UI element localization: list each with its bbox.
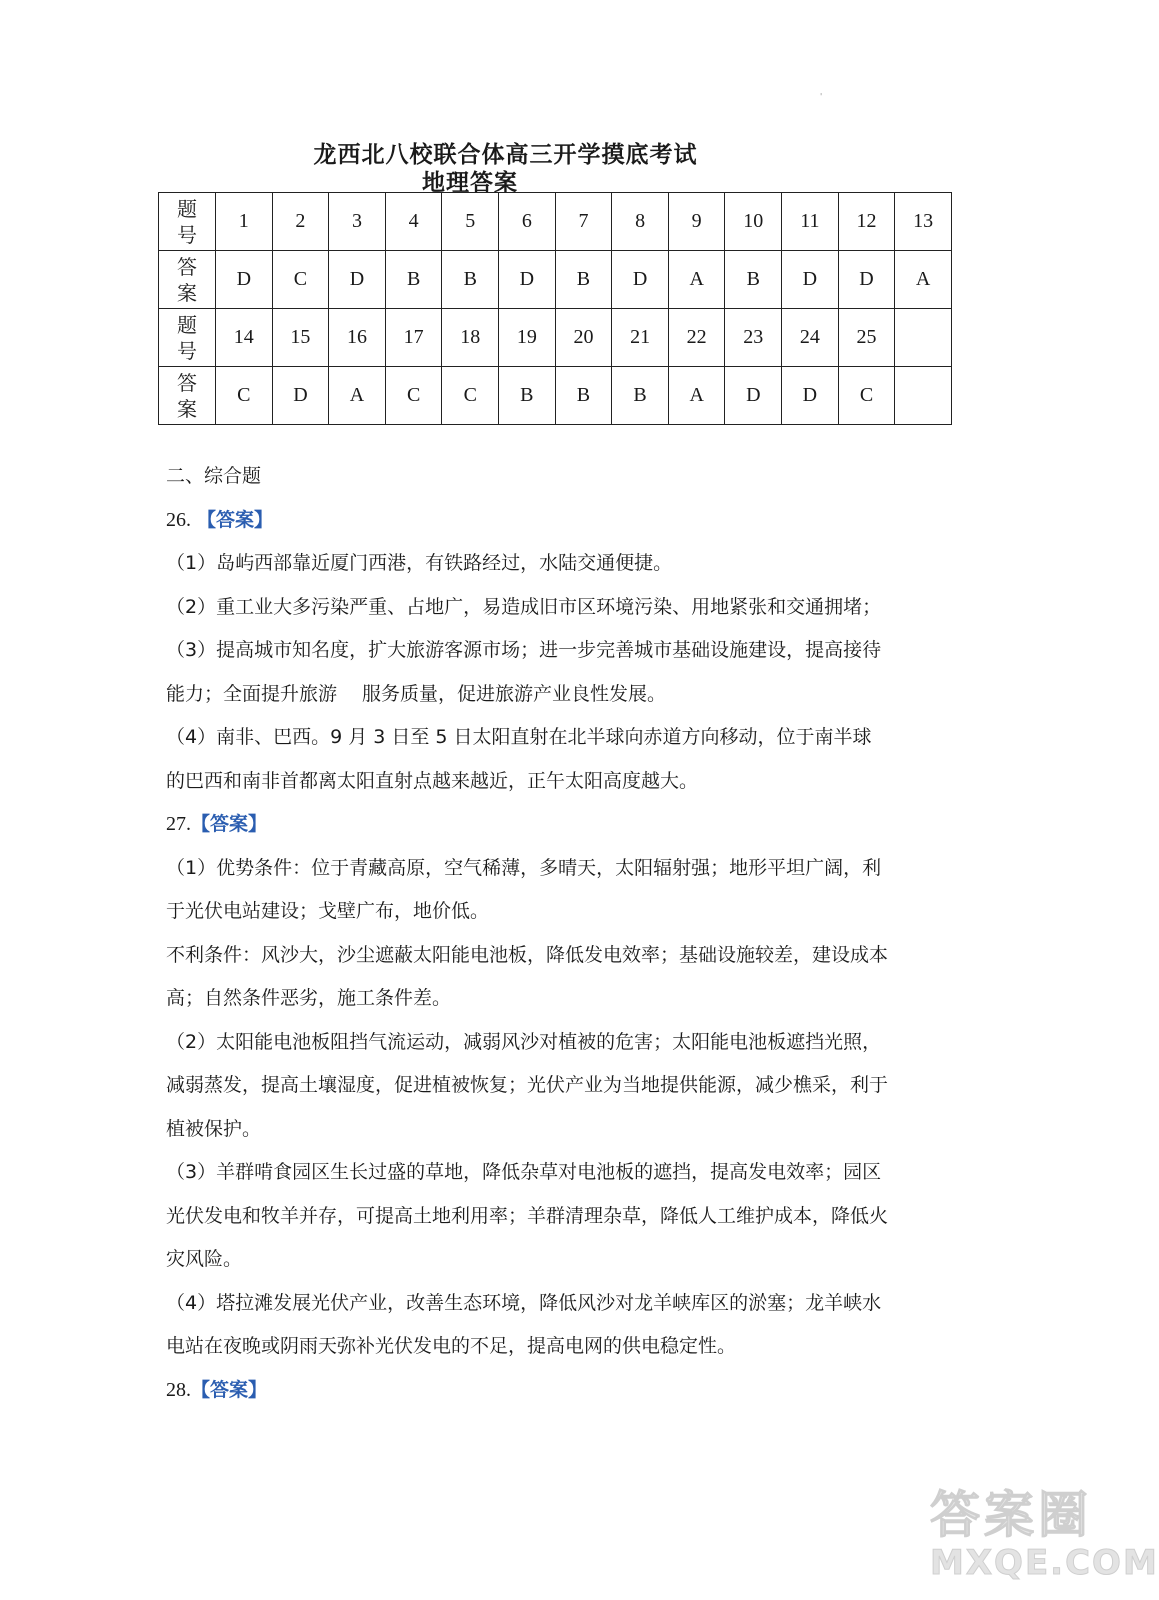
- answer-tag: 【答案】: [197, 508, 274, 531]
- table-cell: A: [329, 367, 386, 425]
- table-cell: 19: [499, 309, 556, 367]
- answer-tag: 【答案】: [191, 1378, 268, 1401]
- table-cell: D: [838, 251, 895, 309]
- table-cell: D: [329, 251, 386, 309]
- table-row-header: 题 号: [159, 193, 216, 251]
- table-cell: 23: [725, 309, 782, 367]
- table-cell: C: [442, 367, 499, 425]
- section-heading: 二、综合题: [166, 465, 262, 487]
- table-cell: [895, 309, 952, 367]
- table-cell: C: [216, 367, 273, 425]
- table-cell: D: [612, 251, 669, 309]
- question-26-header: 26. 【答案】: [166, 508, 274, 531]
- table-cell: D: [782, 251, 839, 309]
- table-cell: 6: [499, 193, 556, 251]
- table-cell: D: [216, 251, 273, 309]
- table-cell: 16: [329, 309, 386, 367]
- table-row-header: 答 案: [159, 367, 216, 425]
- watermark-logo-text: 答案圈: [930, 1486, 1092, 1544]
- table-cell: 10: [725, 193, 782, 251]
- table-cell: 25: [838, 309, 895, 367]
- table-cell: B: [555, 367, 612, 425]
- answer-tag: 【答案】: [191, 813, 268, 835]
- scan-mark: ': [820, 92, 823, 101]
- q27-part2-line3: 植被保护。: [166, 1117, 262, 1140]
- table-row: [159, 367, 952, 425]
- table-cell: 3: [329, 193, 386, 251]
- q27-part4-line1: （4）塔拉滩发展光伏产业，改善生态环境，降低风沙对龙羊峡库区的淤塞；龙羊峡水: [166, 1291, 882, 1314]
- table-cell: D: [499, 251, 556, 309]
- q27-part3-line2: 光伏发电和牧羊并存，可提高土地利用率；羊群清理杂草，降低人工维护成本，降低火: [166, 1204, 889, 1227]
- table-cell: 8: [612, 193, 669, 251]
- essay-answers: [166, 455, 956, 1412]
- table-cell: 12: [838, 193, 895, 251]
- table-cell: B: [725, 251, 782, 309]
- q26-part1: （1）岛屿西部靠近厦门西港，有铁路经过，水陆交通便捷。: [166, 552, 673, 574]
- table-cell: 18: [442, 309, 499, 367]
- table-cell: D: [272, 367, 329, 425]
- table-cell: C: [385, 367, 442, 425]
- table-cell: 7: [555, 193, 612, 251]
- table-cell: D: [725, 367, 782, 425]
- q26-part4-line2: 的巴西和南非首都离太阳直射点越来越近，正午太阳高度越大。: [166, 769, 699, 792]
- table-cell: B: [442, 251, 499, 309]
- q27-part3-line3: 灾风险。: [166, 1248, 243, 1270]
- table-cell: D: [782, 367, 839, 425]
- table-row-header: 题 号: [159, 309, 216, 367]
- q27-part2-line1: （2）太阳能电池板阻挡气流运动，减弱风沙对植被的危害；太阳能电池板遮挡光照，: [166, 1030, 882, 1053]
- table-cell: 20: [555, 309, 612, 367]
- page-title: 龙西北八校联合体高三开学摸底考试: [313, 141, 698, 168]
- q26-part4-line1: （4）南非、巴西。9 月 3 日至 5 日太阳直射在北半球向赤道方向移动，位于南半球: [166, 726, 872, 748]
- q26-part3-line2: 能力；全面提升旅游 服务质量，促进旅游产业良性发展。: [166, 682, 667, 705]
- watermark-domain: MXQE.COM: [930, 1543, 1159, 1583]
- q27-part1-line2: 于光伏电站建设；戈壁广布，地价低。: [166, 900, 490, 922]
- table-cell: 5: [442, 193, 499, 251]
- table-cell: 22: [668, 309, 725, 367]
- q26-part3-line1: （3）提高城市知名度，扩大旅游客源市场；进一步完善城市基础设施建设，提高接待: [166, 639, 882, 661]
- site-watermark: [930, 1475, 1159, 1595]
- q27-part3-line1: （3）羊群啃食园区生长过盛的草地，降低杂草对电池板的遮挡，提高发电效率；园区: [166, 1161, 882, 1183]
- table-cell: A: [895, 251, 952, 309]
- table-cell: 1: [216, 193, 273, 251]
- table-cell: 17: [385, 309, 442, 367]
- table-cell: 13: [895, 193, 952, 251]
- table-cell: [895, 367, 952, 425]
- table-row: [159, 193, 952, 251]
- q27-part2-line2: 减弱蒸发，提高土壤湿度，促进植被恢复；光伏产业为当地提供能源，减少樵采，利于: [166, 1074, 889, 1096]
- q27-part1-line3: 不利条件：风沙大，沙尘遮蔽太阳能电池板，降低发电效率；基础设施较差，建设成本: [166, 943, 889, 966]
- table-cell: A: [668, 367, 725, 425]
- q27-part1-line4: 高；自然条件恶劣，施工条件差。: [166, 987, 452, 1009]
- page-subtitle: 地理答案: [422, 169, 518, 196]
- table-cell: A: [668, 251, 725, 309]
- table-cell: B: [385, 251, 442, 309]
- table-cell: 11: [782, 193, 839, 251]
- table-cell: C: [272, 251, 329, 309]
- table-cell: 14: [216, 309, 273, 367]
- table-cell: 24: [782, 309, 839, 367]
- question-28-header: 28.【答案】: [166, 1378, 268, 1401]
- q26-part2: （2）重工业大多污染严重、占地广，易造成旧市区环境污染、用地紧张和交通拥堵；: [166, 595, 882, 618]
- answer-table: [158, 192, 952, 425]
- table-cell: C: [838, 367, 895, 425]
- table-row-header: 答 案: [159, 251, 216, 309]
- q27-part1-line1: （1）优势条件：位于青藏高原，空气稀薄，多晴天，太阳辐射强；地形平坦广阔，利: [166, 856, 882, 879]
- table-cell: B: [612, 367, 669, 425]
- q27-part4-line2: 电站在夜晚或阴雨天弥补光伏发电的不足，提高电网的供电稳定性。: [166, 1335, 737, 1357]
- table-cell: 21: [612, 309, 669, 367]
- table-row: [159, 251, 952, 309]
- question-27-header: 27.【答案】: [166, 813, 268, 835]
- table-cell: 2: [272, 193, 329, 251]
- table-row: [159, 309, 952, 367]
- table-cell: B: [499, 367, 556, 425]
- table-cell: 15: [272, 309, 329, 367]
- table-cell: B: [555, 251, 612, 309]
- table-cell: 4: [385, 193, 442, 251]
- table-cell: 9: [668, 193, 725, 251]
